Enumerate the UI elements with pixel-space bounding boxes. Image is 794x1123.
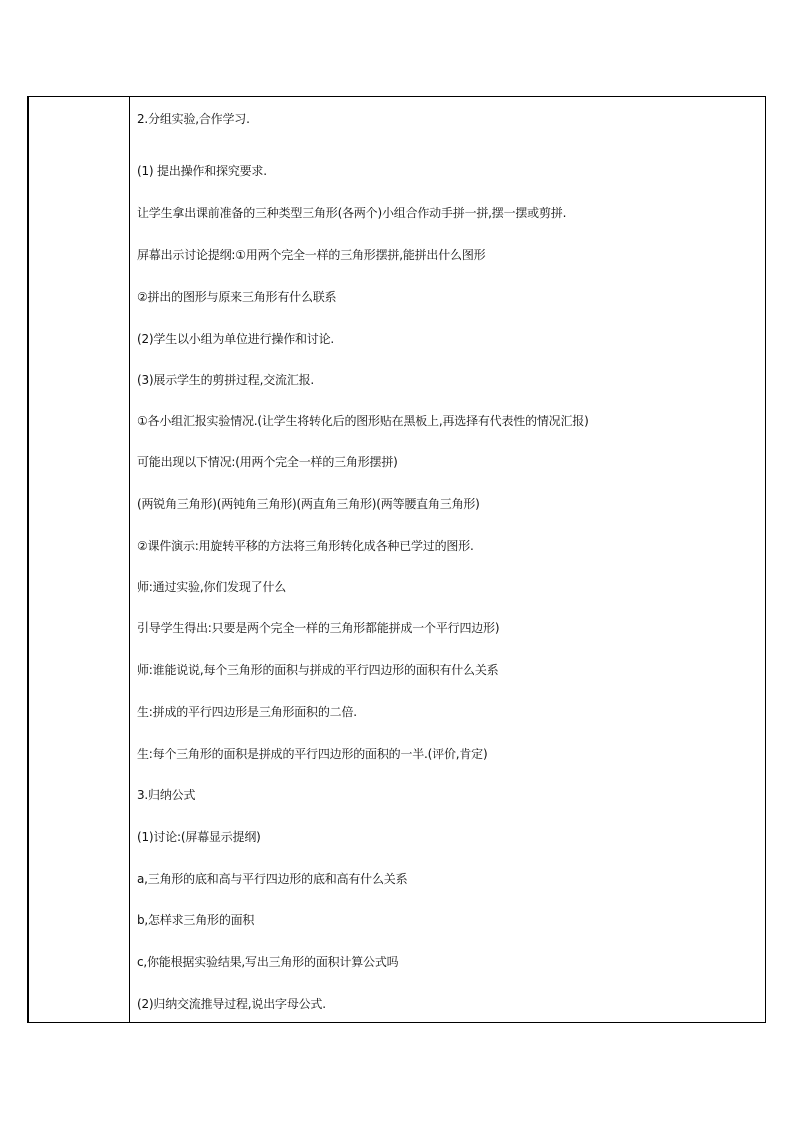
text-line: 可能出现以下情况:(用两个完全一样的三角形摆拼) xyxy=(137,455,398,469)
text-line: (两锐角三角形)(两钝角三角形)(两直角三角形)(两等腰直角三角形) xyxy=(137,497,480,511)
column-divider xyxy=(129,97,130,1022)
text-line: 师:谁能说说,每个三角形的面积与拼成的平行四边形的面积有什么关系 xyxy=(137,663,499,677)
text-line: 屏幕出示讨论提纲:①用两个完全一样的三角形摆拼,能拼出什么图形 xyxy=(137,248,486,262)
text-line: (2)学生以小组为单位进行操作和讨论. xyxy=(137,332,335,346)
text-line: 2.分组实验,合作学习. xyxy=(137,112,250,126)
text-line: 让学生拿出课前准备的三种类型三角形(各两个)小组合作动手拼一拼,摆一摆或剪拼. xyxy=(137,206,567,220)
text-line: 生:每个三角形的面积是拼成的平行四边形的面积的一半.(评价,肯定) xyxy=(137,747,488,761)
text-line: 师:通过实验,你们发现了什么 xyxy=(137,580,287,594)
text-line: c,你能根据实验结果,写出三角形的面积计算公式吗 xyxy=(137,955,399,969)
text-line: b,怎样求三角形的面积 xyxy=(137,913,255,927)
text-line: ②拼出的图形与原来三角形有什么联系 xyxy=(137,290,337,304)
text-line: 生:拼成的平行四边形是三角形面积的二倍. xyxy=(137,705,357,719)
text-line: (1)讨论:(屏幕显示提纲) xyxy=(137,830,261,844)
text-line: ①各小组汇报实验情况.(让学生将转化后的图形贴在黑板上,再选择有代表性的情况汇报) xyxy=(137,414,589,428)
text-line: ②课件演示:用旋转平移的方法将三角形转化成各种已学过的图形. xyxy=(137,539,474,553)
text-line: a,三角形的底和高与平行四边形的底和高有什么关系 xyxy=(137,872,408,886)
text-line: (1) 提出操作和探究要求. xyxy=(137,164,267,178)
text-line: 3.归纳公式 xyxy=(137,788,196,802)
text-line: 引导学生得出:只要是两个完全一样的三角形都能拼成一个平行四边形) xyxy=(137,621,500,635)
text-line: (2)归纳交流推导过程,说出字母公式. xyxy=(137,997,326,1011)
text-line: (3)展示学生的剪拼过程,交流汇报. xyxy=(137,373,315,387)
lesson-table xyxy=(27,96,766,1023)
